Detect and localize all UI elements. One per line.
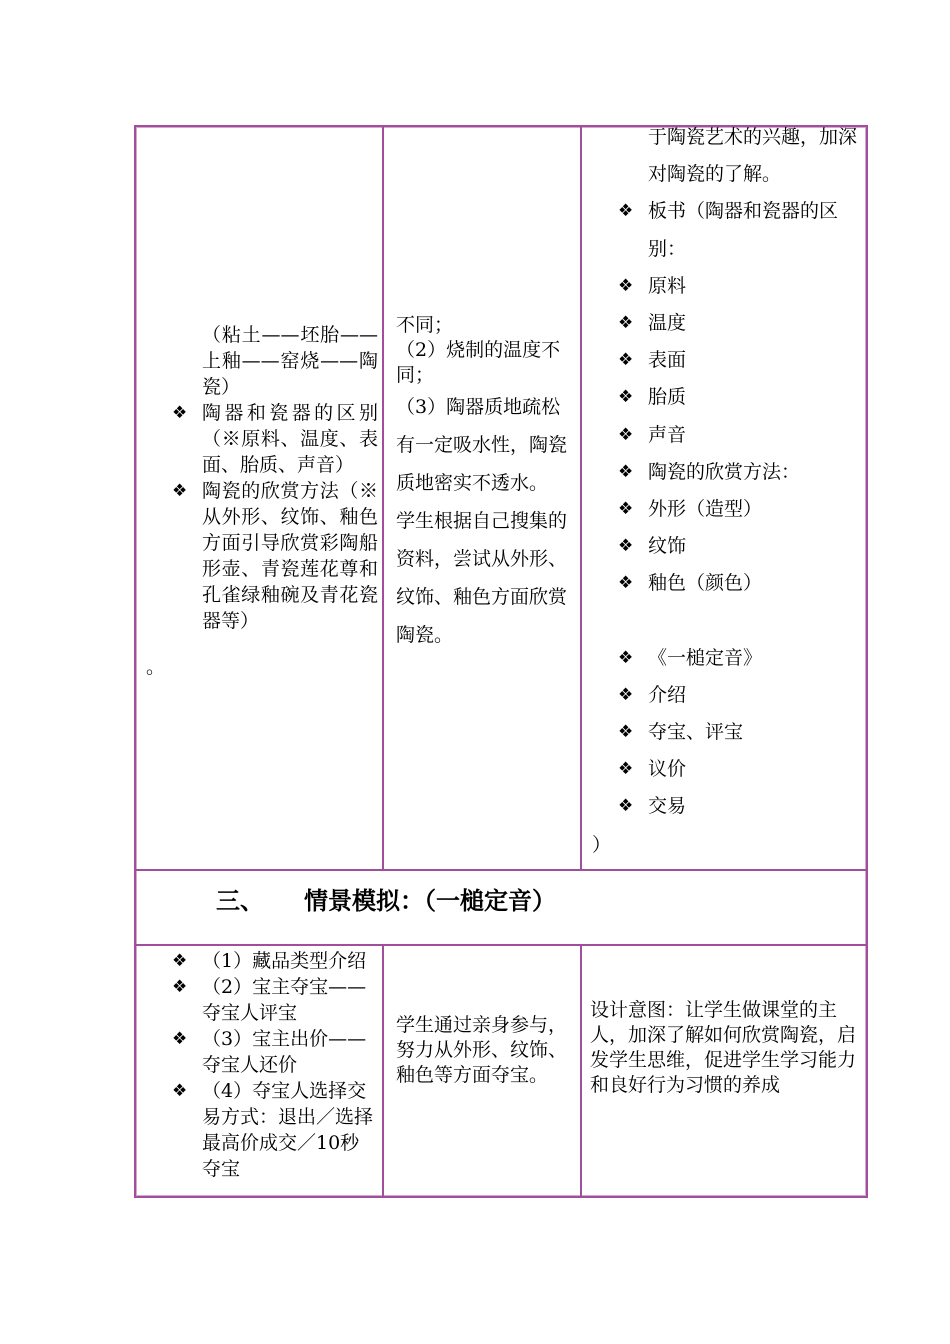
diamond-bullet-icon: ❖ [172,481,188,501]
list-item: ❖ 声音 [596,417,864,454]
diamond-bullet-icon: ❖ [618,684,634,705]
row-divider [134,869,866,871]
lead-text: 于陶瓷艺术的兴趣，加深对陶瓷的了解。 [648,126,858,186]
list-item: ❖ 议价 [596,751,864,788]
diamond-bullet-icon: ❖ [618,499,634,520]
list-item: ❖ 原料 [596,268,864,305]
row3-col3-content: 设计意图：让学生做课堂的主人，加深了解如何欣赏陶瓷，启发学生思维，促进学生学习能力和良好行为习惯的养成 [590,999,857,1096]
row3-col2-content: 学生通过亲身参与，努力从外形、纹饰、釉色等方面夺宝。 [396,1014,568,1086]
diamond-bullet-icon: ❖ [618,201,634,222]
list-item: ❖ （3）宝主出价——夺宝人还价 [172,1028,367,1076]
column-divider [382,944,384,1196]
trailing-mark: 。 [146,656,166,678]
text-line: 学生根据自己搜集的资料，尝试从外形、纹饰、釉色方面欣赏陶瓷。 [396,510,568,646]
diamond-bullet-icon: ❖ [172,1081,188,1101]
section-title: 情景模拟：（一槌定音） [304,887,556,915]
text-line: （3）陶器质地疏松有一定吸水性，陶瓷质地密实不透水。 [396,396,568,494]
diamond-bullet-icon: ❖ [618,461,634,482]
list-item: ❖ 陶器和瓷器的区别（※原料、温度、表面、胎质、声音） [172,402,378,476]
spacer [596,603,864,640]
section-heading [216,881,556,916]
diamond-bullet-icon: ❖ [618,536,634,557]
diamond-bullet-icon: ❖ [618,424,634,445]
row1-col2-content [396,313,576,654]
diamond-bullet-icon: ❖ [618,350,634,371]
row3-col1-content [172,948,378,1182]
column-divider [580,125,582,871]
section-number: 三、 [216,887,264,915]
list-item: ❖ 《一槌定音》 [596,640,864,677]
list-item: ❖ 板书（陶器和瓷器的区别： [596,193,864,267]
diamond-bullet-icon: ❖ [618,573,634,594]
list-item: ❖ 纹饰 [596,528,864,565]
diamond-bullet-icon: ❖ [172,1029,188,1049]
column-divider [382,125,384,871]
diamond-bullet-icon: ❖ [618,722,634,743]
diamond-bullet-icon: ❖ [172,403,188,423]
diamond-bullet-icon: ❖ [618,275,634,296]
list-item: ❖ 釉色（颜色） [596,565,864,602]
diamond-bullet-icon: ❖ [618,796,634,817]
process-text: （粘土——坯胎——上釉——窑烧——陶瓷） [202,324,378,398]
diamond-bullet-icon: ❖ [618,387,634,408]
list-item: ❖ 陶瓷的欣赏方法（※从外形、纹饰、釉色方面引导欣赏彩陶船形壶、青瓷莲花尊和孔雀绿釉碗及青花瓷器等） [172,480,378,632]
list-item: ❖ （1）藏品类型介绍 [172,950,367,972]
list-item: ❖ 陶瓷的欣赏方法： [596,454,864,491]
lesson-plan-table [134,125,868,1198]
row1-col3-content [596,119,864,826]
list-item: ❖ （4）夺宝人选择交易方式：退出／选择最高价成交／10秒夺宝 [172,1080,374,1180]
list-item: ❖ 表面 [596,342,864,379]
column-divider [580,944,582,1196]
row1-col1-content [172,322,378,634]
list-item: ❖ 介绍 [596,677,864,714]
list-item: ❖ 胎质 [596,379,864,416]
row-divider [134,944,866,946]
list-item: ❖ 温度 [596,305,864,342]
list-item: ❖ （2）宝主夺宝——夺宝人评宝 [172,976,367,1024]
diamond-bullet-icon: ❖ [618,313,634,334]
text-line: （2）烧制的温度不同； [396,339,561,386]
list-item: ❖ 外形（造型） [596,491,864,528]
diamond-bullet-icon: ❖ [172,977,188,997]
closing-paren: ） [592,834,612,856]
list-item: ❖ 夺宝、评宝 [596,714,864,751]
text-line: 不同； [396,314,454,336]
list-item: ❖ 交易 [596,788,864,825]
diamond-bullet-icon: ❖ [172,951,188,971]
diamond-bullet-icon: ❖ [618,647,634,668]
diamond-bullet-icon: ❖ [618,759,634,780]
